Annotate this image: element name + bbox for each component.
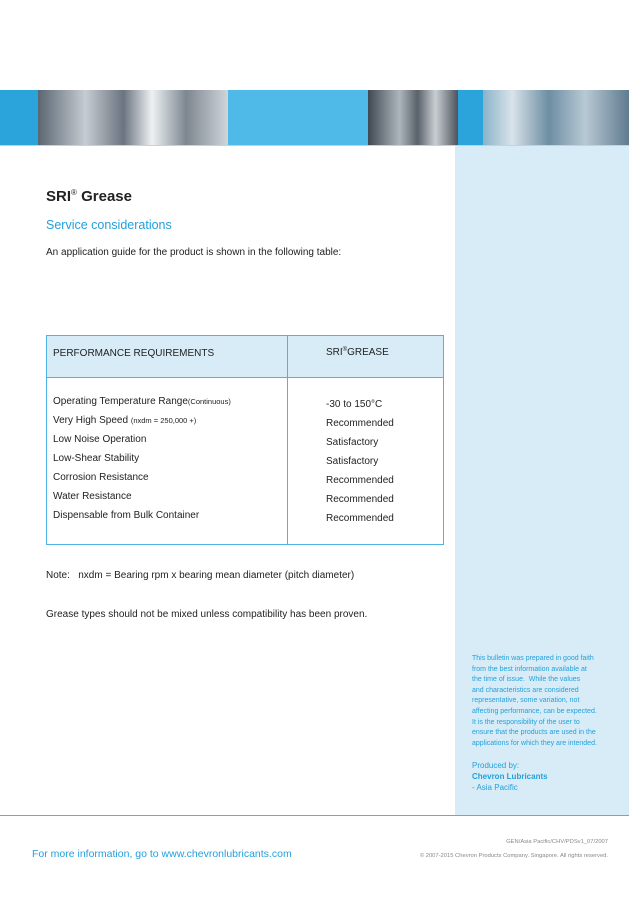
footnote-nxdm: Note: nxdm = Bearing rpm x bearing mean diameter (pitch diameter) [46, 570, 355, 581]
table-row: Very High Speed (nxdm = 250,000 +) [53, 415, 197, 426]
header-product: SRI®GREASE [326, 347, 389, 358]
requirements-column [53, 392, 231, 525]
header-performance-requirements: PERFORMANCE REQUIREMENTS [53, 348, 215, 359]
table-cell-value: Recommended [326, 494, 394, 505]
banner-blue-block [458, 90, 483, 145]
compatibility-note: Grease types should not be mixed unless compatibility has been proven. [46, 609, 368, 620]
producer-block [472, 760, 548, 793]
table-row: Water Resistance [53, 491, 132, 502]
produced-by-label: Produced by: [472, 761, 520, 770]
company-name: Chevron Lubricants [472, 772, 548, 781]
disclaimer-line: the time of issue. While the values [472, 676, 581, 684]
machinery-photo-right [483, 90, 629, 145]
table-cell-value: Satisfactory [326, 456, 379, 467]
disclaimer-line: It is the responsibility of the user to [472, 718, 580, 726]
table-cell-value: Recommended [326, 513, 394, 524]
table-row: Low Noise Operation [53, 434, 147, 445]
disclaimer-line: ensure that the products are used in the [472, 729, 596, 737]
bearing-photo-left [38, 90, 228, 145]
disclaimer-line: affecting performance, can be expected. [472, 707, 597, 715]
disclaimer-text [472, 654, 617, 749]
banner-divider [0, 145, 629, 146]
table-row: Low-Shear Stability [53, 453, 140, 464]
header-image-banner [0, 90, 629, 145]
section-heading: Service considerations [46, 218, 172, 232]
table-cell-value: -30 to 150°C [326, 399, 383, 410]
table-cell-value: Recommended [326, 418, 394, 429]
banner-blue-block [228, 90, 368, 145]
banner-blue-block [0, 90, 38, 145]
disclaimer-line: from the best information available at [472, 665, 587, 673]
disclaimer-line: representative, some variation, not [472, 697, 580, 705]
disclaimer-line: applications for which they are intended. [472, 739, 597, 747]
column-divider [287, 336, 288, 544]
table-row: Corrosion Resistance [53, 472, 149, 483]
disclaimer-line: and characteristics are considered [472, 686, 579, 694]
gear-photo-middle [368, 90, 458, 145]
disclaimer-line: This bulletin was prepared in good faith [472, 655, 594, 662]
page-title: SRI® Grease [46, 188, 132, 205]
table-row: Dispensable from Bulk Container [53, 510, 200, 521]
table-row: Operating Temperature Range(Continuous) [53, 396, 231, 407]
more-info-link[interactable]: For more information, go to www.chevronlubricants.com [32, 848, 292, 860]
document-code: GEN/Asia Pacific/CHV/PDSv1_07/2007 [506, 839, 608, 845]
region-label: - Asia Pacific [472, 783, 518, 792]
footer-divider [0, 815, 629, 816]
table-cell-value: Satisfactory [326, 437, 379, 448]
table-cell-value: Recommended [326, 475, 394, 486]
copyright-notice: © 2007-2015 Chevron Products Company. Singapore. All rights reserved. [419, 853, 608, 859]
intro-text: An application guide for the product is shown in the following table: [46, 247, 342, 258]
performance-table [46, 335, 444, 545]
values-column [326, 395, 394, 528]
